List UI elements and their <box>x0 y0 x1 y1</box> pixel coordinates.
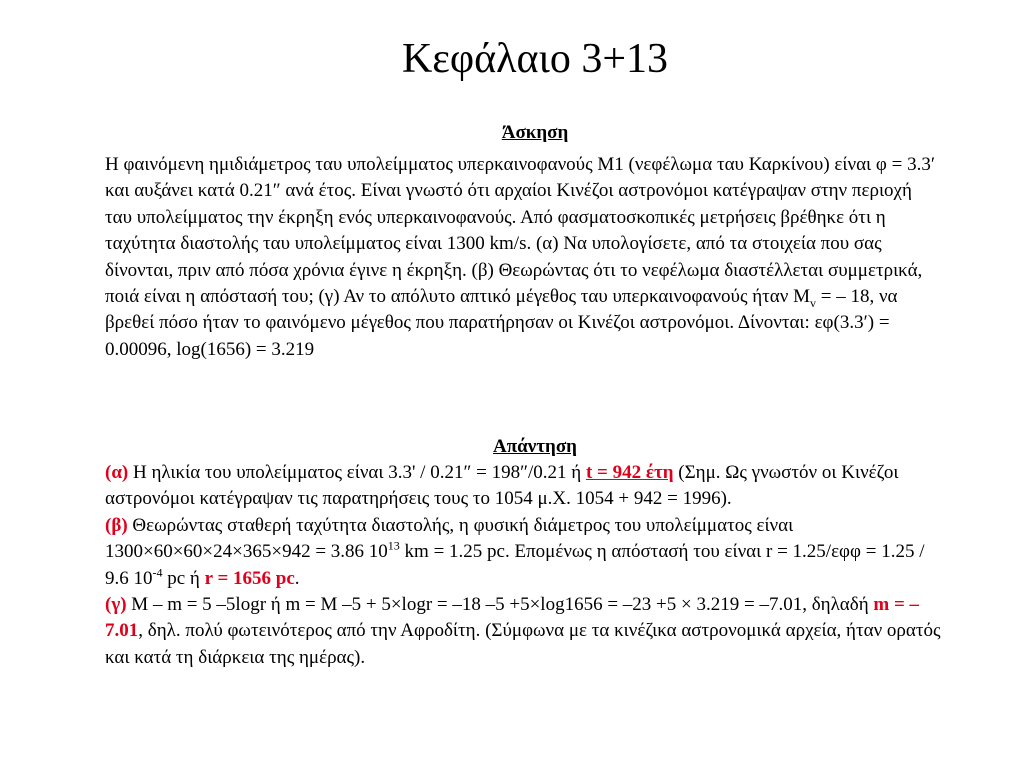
answer-a-text1: Η ηλικία του υπολείμματος είναι 3.3' / 0.21″ = 198″/0.21 ή <box>128 462 586 483</box>
answer-part-a <box>105 460 943 513</box>
answer-b-sup2: -4 <box>152 565 163 580</box>
answer-a-label: (α) <box>105 462 129 483</box>
answer-block <box>105 460 943 671</box>
answer-c-result: m = –7.01 <box>105 594 920 642</box>
exercise-text-subscript: v <box>810 295 816 310</box>
answer-c-label: (γ) <box>105 594 127 616</box>
answer-part-c <box>105 592 943 671</box>
answer-b-result: r = 1656 pc <box>204 567 295 589</box>
answer-b-text1: Θεωρώντας σταθερή ταχύτητα διαστολής, η φυσική διάμετρος του υπολείμματος είναι 1300×60×60×24×365×942 = 3.86 10 <box>105 514 794 563</box>
exercise-heading: Άσκηση <box>501 122 569 143</box>
answer-part-b <box>105 513 943 592</box>
answer-b-sup1: 13 <box>387 538 400 553</box>
answer-b-text2: km = 1.25 pc. Επομένως η απόστασή του είναι r = 1.25/εφφ = 1.25 / 9.6 10 <box>105 541 925 589</box>
answer-heading: Απάντηση <box>493 436 577 457</box>
answer-c-text1: M – m = 5 –5logr ή m = M –5 + 5×logr = –18 –5 +5×log1656 = –23 +5 × 3.219 = –7.01, δηλαδή <box>126 594 874 616</box>
answer-b-text3: pc ή <box>162 567 205 589</box>
answer-a-text2: (Σημ. Ως γνωστόν οι Κινέζοι αστρονόμοι κατέγραψαν τις παρατηρήσεις τους το 1054 μ.Χ. 1054 + 942 = 1996). <box>105 462 899 510</box>
exercise-text-part1: Η φαινόμενη ημιδιάμετρος ταυ υπολείμματος υπερκαινοφανούς Μ1 (νεφέλωμα ταυ Καρκίνου) είναι φ = 3.3′ και αυξάνει κατά 0.21″ ανά έτος. Είναι γνωστό ότι αρχαίοι Κινέζοι αστρονόμοι κατέγραψαν στην περιοχή ταυ υπολείμματος την έκρηξη ενός υπερκαινοφανούς. Από φασματοσκοπικές μετρήσεις βρέθηκε ότι η ταχύτητα διαστολής ταυ υπολείμματος είναι 1300 km/s. (α) Να υπολογίσετε, από τα στοιχεία που σας δίνονται, πριν από πόσα χρόνια έγινε η έκρηξη. (β) Θεωρώντας ότι το νεφέλωμα διαστέλλεται συμμετρικά, ποιά είναι η απόστασή του; (γ) Αν το απόλυτο απτικό μέγεθος ταυ υπερκαινοφανούς ήταν M <box>105 154 935 308</box>
answer-a-result: t = 942 έτη <box>585 462 674 483</box>
answer-c-text2: , δηλ. πολύ φωτεινότερος από την Αφροδίτη. (Σύμφωνα με τα κινέζικα αστρονομικά αρχεία, ήταν ορατός και κατά τη διάρκεια της ημέρας). <box>105 620 941 668</box>
exercise-text <box>105 152 943 363</box>
answer-b-label: (β) <box>105 514 128 536</box>
answer-b-text4: . <box>294 567 300 589</box>
slide-title: Κεφάλαιο 3+13 <box>401 36 669 82</box>
exercise-text-part2: = – 18, να βρεθεί πόσο ήταν το φαινόμενο μέγεθος που παρατήρησαν οι Κινέζοι αστρονόμοι. Δίνονται: εφ(3.3′) = 0.00096, log(1656) = 3.219 <box>105 286 898 360</box>
